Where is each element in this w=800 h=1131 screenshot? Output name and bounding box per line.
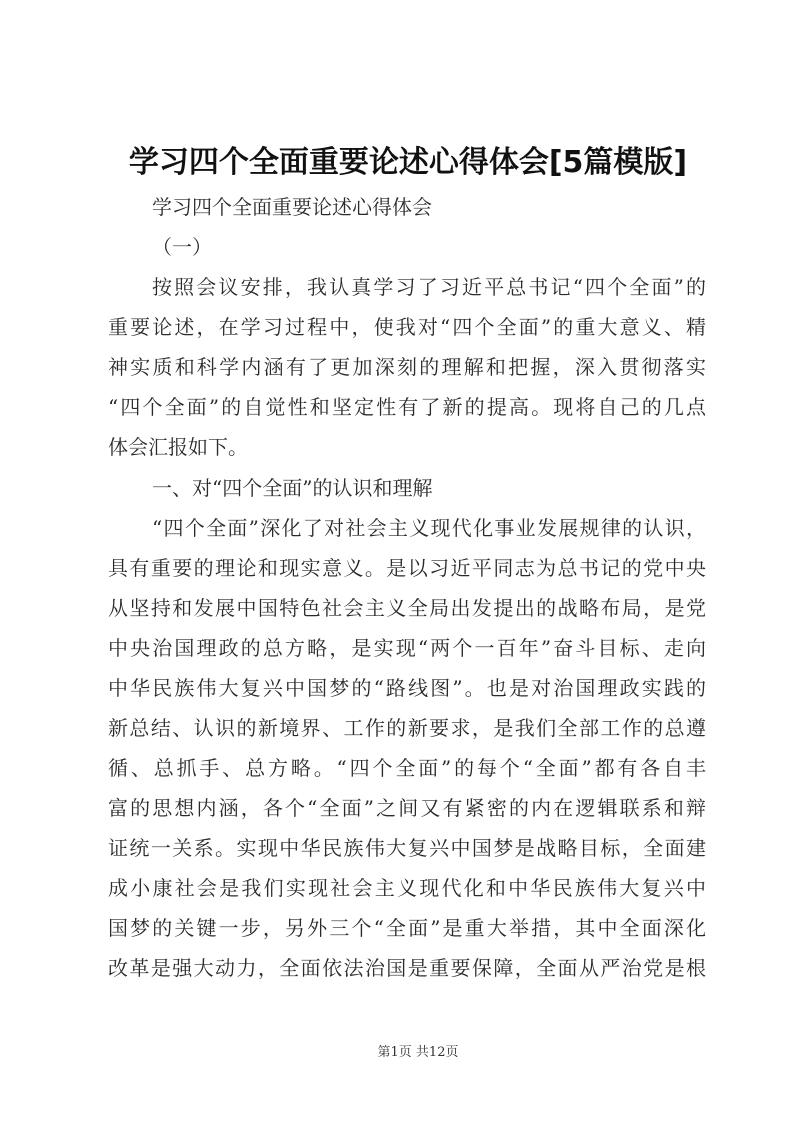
paragraph-line: 重要论述，在学习过程中，使我对“四个全面”的重大意义、精 <box>108 315 706 339</box>
paragraph-line: 具有重要的理论和现实意义。是以习近平同志为总书记的党中央 <box>108 556 706 580</box>
paragraph-line: 国梦的关键一步，另外三个“全面”是重大举措，其中全面深化 <box>108 916 706 940</box>
paragraph-line: 神实质和科学内涵有了更加深刻的理解和把握，深入贯彻落实 <box>108 355 706 379</box>
subtitle: 学习四个全面重要论述心得体会 <box>152 195 432 219</box>
paragraph-line: “四个全面”深化了对社会主义现代化事业发展规律的认识， <box>152 516 706 540</box>
paragraph-line: 中央治国理政的总方略，是实现“两个一百年”奋斗目标、走向 <box>108 636 706 660</box>
paragraph-line: 证统一关系。实现中华民族伟大复兴中国梦是战略目标，全面建 <box>108 836 706 860</box>
section-number: （一） <box>152 235 212 259</box>
section-heading: 一、对“四个全面”的认识和理解 <box>152 476 433 500</box>
paragraph-line: 按照会议安排，我认真学习了习近平总书记“四个全面”的 <box>152 275 706 299</box>
paragraph-line: 新总结、认识的新境界、工作的新要求，是我们全部工作的总遵 <box>108 716 706 740</box>
paragraph-line: 体会汇报如下。 <box>108 435 248 459</box>
paragraph-line: 中华民族伟大复兴中国梦的“路线图”。也是对治国理政实践的 <box>108 676 706 700</box>
paragraph-line: 改革是强大动力，全面依法治国是重要保障，全面从严治党是根 <box>108 956 706 980</box>
page-number-footer: 第1页 共12页 <box>377 1045 459 1060</box>
paragraph-line: 从坚持和发展中国特色社会主义全局出发提出的战略布局，是党 <box>108 596 706 620</box>
document-title: 学习四个全面重要论述心得体会[5篇模版] <box>128 145 688 180</box>
paragraph-line: “四个全面”的自觉性和坚定性有了新的提高。现将自己的几点 <box>108 395 706 419</box>
paragraph-line: 循、总抓手、总方略。“四个全面”的每个“全面”都有各自丰 <box>108 756 706 780</box>
paragraph-line: 富的思想内涵，各个“全面”之间又有紧密的内在逻辑联系和辩 <box>108 796 706 820</box>
paragraph-line: 成小康社会是我们实现社会主义现代化和中华民族伟大复兴中 <box>108 876 706 900</box>
